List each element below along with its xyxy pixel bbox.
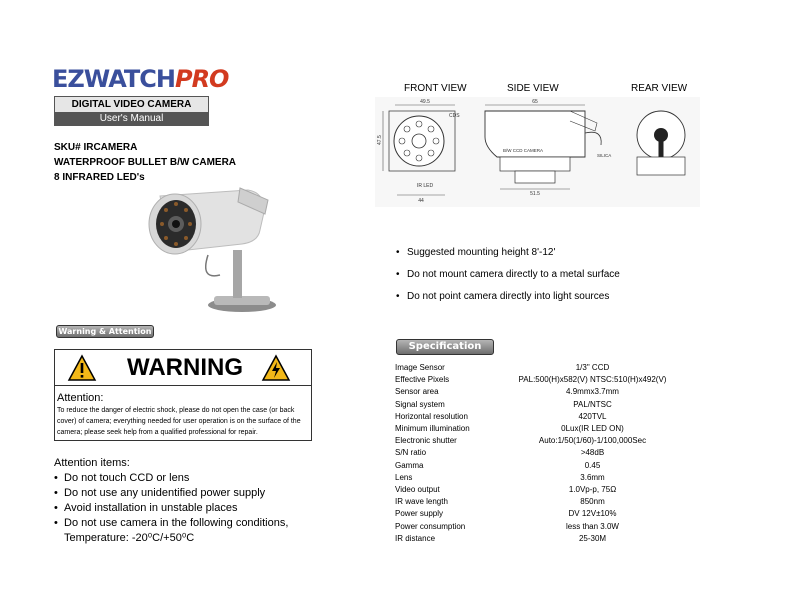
spec-value: PAL/NTSC bbox=[573, 399, 612, 409]
product-category: DIGITAL VIDEO CAMERA bbox=[55, 97, 208, 112]
list-item: • Avoid installation in unstable places bbox=[54, 501, 324, 516]
brand-logo bbox=[52, 62, 229, 96]
spec-key: Sensor area bbox=[395, 387, 439, 397]
warning-header bbox=[55, 350, 311, 386]
electric-hazard-icon bbox=[261, 354, 291, 382]
table-row bbox=[395, 496, 690, 508]
table-row bbox=[395, 411, 690, 423]
temperature-condition: Temperature: -20⁰C/+50⁰C bbox=[64, 532, 195, 544]
table-row bbox=[395, 399, 690, 411]
rear-view-label: REAR VIEW bbox=[631, 83, 688, 94]
spec-value: 1.0Vp-p, 75Ω bbox=[568, 485, 617, 495]
spec-key: Minimum illumination bbox=[395, 424, 470, 434]
attention-items-list bbox=[54, 471, 324, 531]
table-row bbox=[395, 386, 690, 398]
sku-line: SKU# IRCAMERA bbox=[54, 142, 138, 153]
spec-key: Power supply bbox=[395, 509, 444, 519]
warning-box bbox=[54, 349, 312, 441]
table-row bbox=[395, 484, 690, 496]
front-base-label: 44 bbox=[418, 198, 424, 204]
silica-label: SILICA bbox=[597, 153, 612, 158]
spec-key: Image Sensor bbox=[395, 363, 445, 372]
list-item: • Do not point camera directly into light sources bbox=[396, 291, 620, 303]
front-view-drawing bbox=[377, 99, 460, 204]
spec-value: Auto:1/50(1/60)-1/100,000Sec bbox=[538, 436, 647, 446]
spec-key: Horizontal resolution bbox=[395, 411, 468, 421]
table-row bbox=[395, 521, 690, 533]
title-box bbox=[54, 96, 209, 126]
spec-value: 850nm bbox=[580, 497, 605, 507]
mounting-notes bbox=[396, 247, 620, 313]
list-item: • Suggested mounting height 8'-12' bbox=[396, 247, 620, 259]
spec-key: Lens bbox=[395, 472, 413, 482]
sku-line: WATERPROOF BULLET B/W CAMERA bbox=[54, 157, 237, 168]
list-item: • Do not use any unidentified power supply bbox=[54, 486, 324, 501]
logo-main-text: EZWATCH bbox=[52, 65, 175, 93]
spec-key: IR wave length bbox=[395, 497, 448, 507]
side-base-label: 51.5 bbox=[530, 191, 540, 197]
spec-key: IR distance bbox=[395, 533, 436, 543]
warning-title: WARNING bbox=[127, 354, 243, 381]
spec-key: Power consumption bbox=[395, 521, 466, 531]
table-row bbox=[395, 472, 690, 484]
table-row bbox=[395, 435, 690, 447]
spec-key: S/N ratio bbox=[395, 448, 427, 458]
side-view-drawing bbox=[485, 99, 611, 197]
camera-photo bbox=[130, 180, 280, 315]
attention-body: To reduce the danger of electric shock, please do not open the case (or back cover) of camera; everything needed for user operation is on the surface of the camera; please seek help from a qualified professional for repair. bbox=[57, 407, 301, 436]
spec-value: 0.45 bbox=[584, 460, 601, 470]
spec-key: Gamma bbox=[395, 460, 424, 470]
table-row bbox=[395, 533, 690, 545]
table-row bbox=[395, 508, 690, 520]
warning-triangle-icon bbox=[67, 354, 97, 382]
front-height-label: 47.5 bbox=[377, 135, 383, 145]
table-row bbox=[395, 460, 690, 472]
spec-value: 3.6mm bbox=[580, 472, 605, 482]
technical-drawings bbox=[375, 97, 700, 207]
list-item: • Do not use camera in the following conditions, bbox=[54, 516, 324, 531]
table-row bbox=[395, 447, 690, 459]
spec-value: 420TVL bbox=[578, 411, 607, 421]
attention-items-title: Attention items: bbox=[54, 457, 130, 469]
spec-key: Electronic shutter bbox=[395, 436, 457, 446]
spec-value: >48dB bbox=[580, 448, 605, 458]
front-view-label: FRONT VIEW bbox=[404, 83, 467, 94]
specification-header: Specification bbox=[396, 339, 494, 355]
side-view-label: SIDE VIEW bbox=[507, 83, 559, 94]
spec-value: 0Lux(IR LED ON) bbox=[561, 424, 624, 434]
table-row bbox=[395, 423, 690, 435]
manual-label: User's Manual bbox=[55, 112, 208, 126]
spec-value: 1/3" CCD bbox=[575, 363, 610, 372]
sku-block bbox=[54, 140, 236, 185]
spec-value: less than 3.0W bbox=[566, 521, 619, 531]
attention-title: Attention: bbox=[57, 392, 104, 404]
rear-view-drawing bbox=[637, 111, 685, 175]
logo-pro-text: PRO bbox=[174, 65, 229, 93]
spec-value: 4.9mmx3.7mm bbox=[566, 387, 619, 397]
list-item: • Do not mount camera directly to a metal surface bbox=[396, 269, 620, 281]
table-row bbox=[395, 362, 690, 374]
cds-label: CDS bbox=[449, 113, 460, 119]
front-width-label: 49.5 bbox=[420, 99, 430, 105]
list-item: • Do not touch CCD or lens bbox=[54, 471, 324, 486]
spec-value: 25-30M bbox=[578, 533, 607, 543]
spec-key: Effective Pixels bbox=[395, 375, 450, 385]
sku-line: 8 INFRARED LED's bbox=[54, 172, 145, 183]
spec-value: DV 12V±10% bbox=[568, 509, 617, 519]
side-text-label: B/W CCD CAMERA bbox=[503, 148, 544, 153]
spec-key: Video output bbox=[395, 485, 440, 495]
ir-led-label: IR LED bbox=[417, 183, 434, 189]
side-length-label: 65 bbox=[532, 99, 538, 105]
spec-value: PAL:500(H)x582(V) NTSC:510(H)x492(V) bbox=[518, 375, 667, 385]
spec-key: Signal system bbox=[395, 399, 445, 409]
warning-attention-header: Warning & Attention bbox=[56, 325, 154, 338]
specification-table bbox=[395, 362, 690, 545]
table-row bbox=[395, 374, 690, 386]
